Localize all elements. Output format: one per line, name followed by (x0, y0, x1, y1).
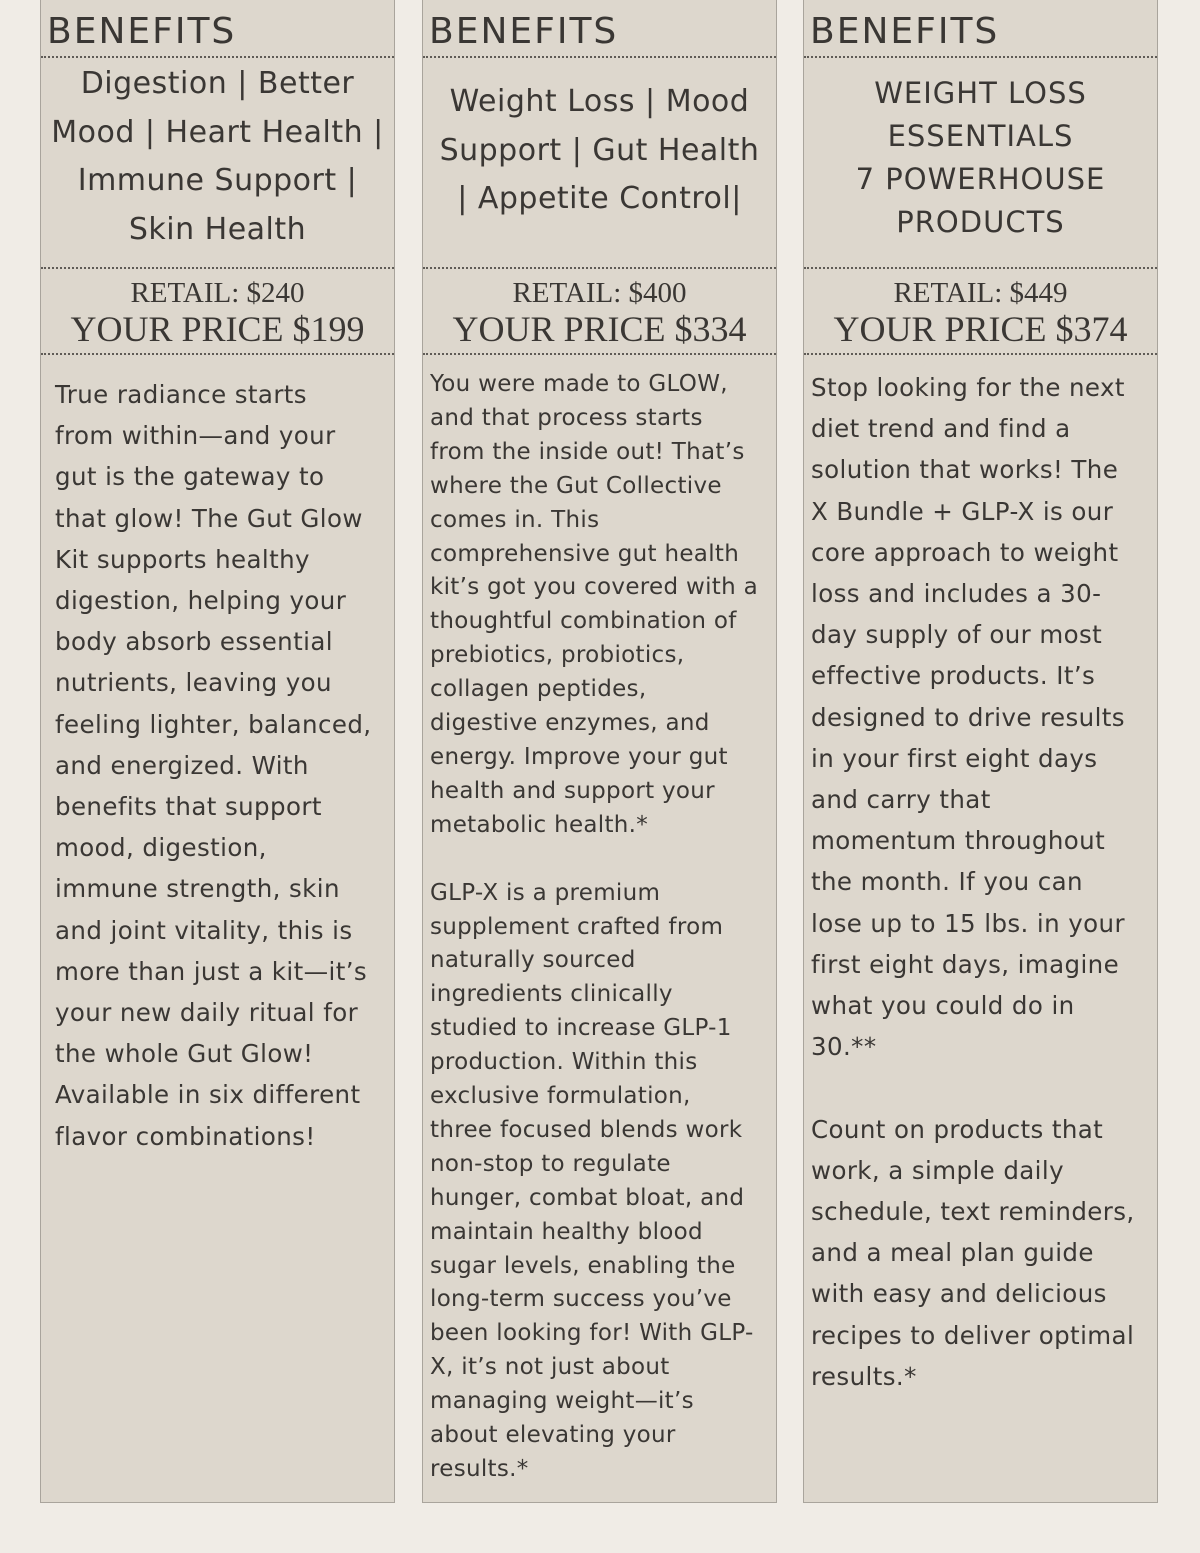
product-description: You were made to GLOW, and that process starts from the inside out! That’s where the Gut Collective comes in. This comprehensive gut health kit’s got you covered with a thoughtful combination of prebiotics, probiotics, collagen peptides, digestive enzymes, and energy. Improve your gut health and support your metabolic health.* GLP-X is a premium supplement crafted from naturally sourced ingredients clinically studied to increase GLP-1 production. Within this exclusive formulation, three focused blends work non-stop to regulate hunger, combat bloat, and maintain healthy blood sugar levels, enabling the long-term success you’ve been looking for! With GLP- X, it’s not just about managing weight—it’s about elevating your results.* (430, 371, 758, 1482)
product-description: True radiance starts from within—and your gut is the gateway to that glow! The Gut Glow Kit supports healthy digestion, helping your body absorb essential nutrients, leaving you feeling lighter, balanced, and energized. With benefits that support mood, digestion, immune strength, skin and joint vitality, this is more than just a kit—it’s your new daily ritual for the whole Gut Glow! Available in six different flavor combinations! (55, 380, 372, 1151)
product-column-gut-collective (422, 0, 777, 1503)
benefit-tags: Digestion | Better Mood | Heart Health | Immune Support | Skin Health (51, 66, 384, 247)
benefits-heading: BENEFITS (810, 11, 1000, 52)
benefits-heading: BENEFITS (47, 11, 237, 52)
your-price: YOUR PRICE $374 (833, 309, 1128, 349)
benefit-tags: Weight Loss | Mood Support | Gut Health | Appetite Control| (439, 84, 760, 216)
dotted-divider (41, 353, 394, 355)
your-price: YOUR PRICE $199 (70, 309, 365, 349)
dotted-divider (804, 267, 1157, 269)
dotted-divider (423, 56, 776, 58)
benefit-tags: WEIGHT LOSS ESSENTIALS 7 POWERHOUSE PRODUCTS (855, 76, 1106, 239)
dotted-divider (423, 353, 776, 355)
dotted-divider (804, 56, 1157, 58)
product-column-gut-glow (40, 0, 395, 1503)
dotted-divider (423, 267, 776, 269)
retail-price: RETAIL: $240 (130, 277, 305, 309)
retail-price: RETAIL: $400 (512, 277, 687, 309)
dotted-divider (804, 353, 1157, 355)
dotted-divider (41, 56, 394, 58)
retail-price: RETAIL: $449 (893, 277, 1068, 309)
product-description: Stop looking for the next diet trend and find a solution that works! The X Bundle + GLP-X is our core approach to weight loss and includes a 30- day supply of our most effective products. It’s designed to drive results in your first eight days and carry that momentum throughout the month. If you can lose up to 15 lbs. in your first eight days, imagine what you could do in 30.** Count on products that work, a simple daily schedule, text reminders, and a meal plan guide with easy and delicious recipes to deliver optimal results.* (811, 373, 1135, 1391)
your-price: YOUR PRICE $334 (452, 309, 747, 349)
product-column-weight-loss-essentials (803, 0, 1158, 1503)
benefits-heading: BENEFITS (429, 11, 619, 52)
dotted-divider (41, 267, 394, 269)
